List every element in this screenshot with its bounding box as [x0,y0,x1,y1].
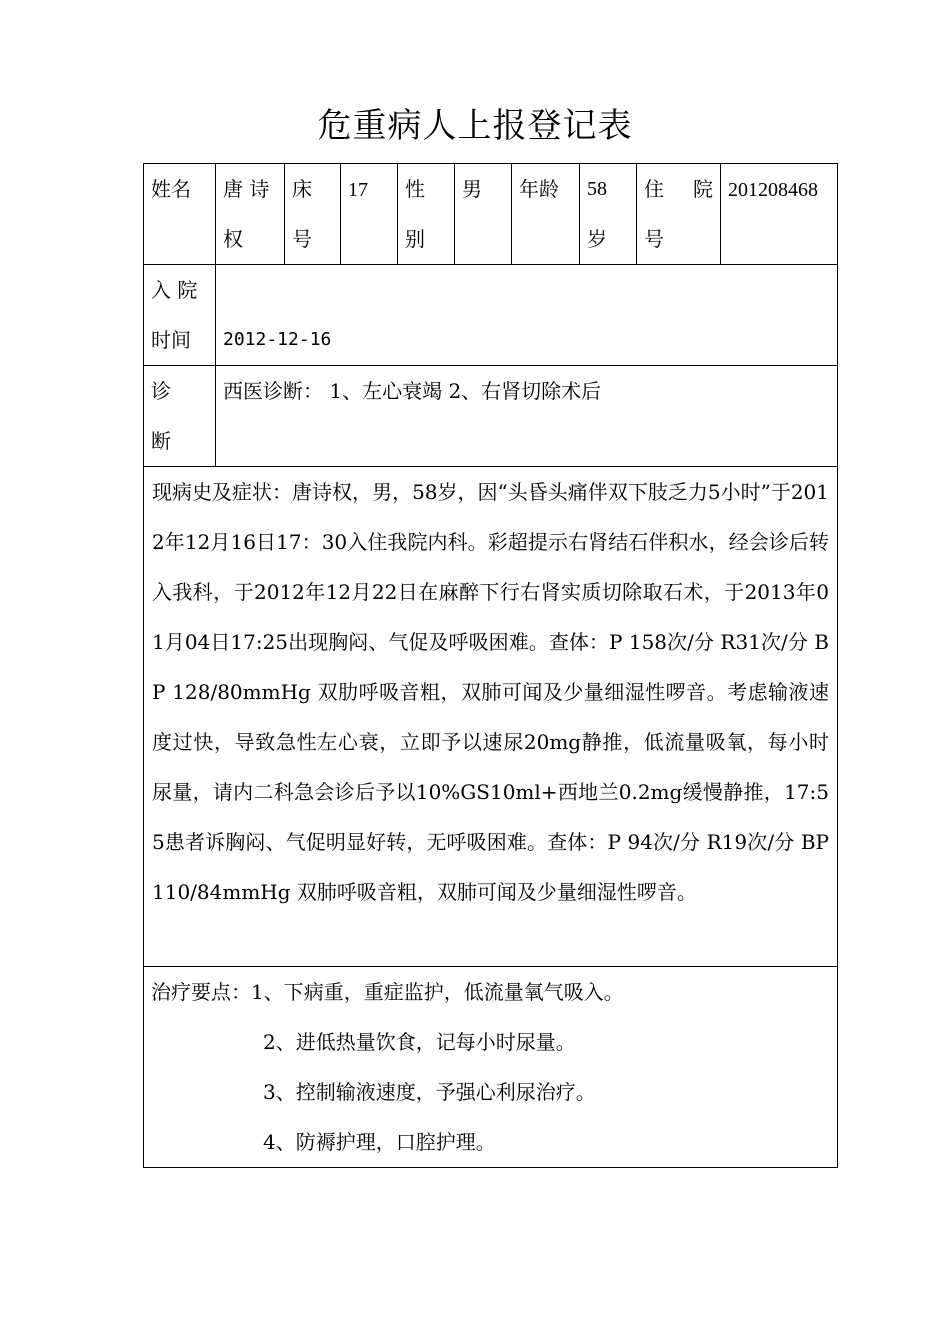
bed-label-line1: 床 [292,177,312,201]
admission-time-label-cell [144,265,216,366]
history-text: 现病史及症状：唐诗权，男，58岁，因“头昏头痛伴双下肢乏力5小时”于2012年12月16日17：30入住我院内科。彩超提示右肾结石伴积水，经会诊后转入我科，于2012年12月22日在麻醉下行右肾实质切除取石术，于2013年01月04日17:25出现胸闷、气促及呼吸困难。查体：P 158次/分 R31次/分 BP 128/80mmHg 双肋呼吸音粗，双肺可闻及少量细湿性啰音。考虑输液速度过快，导致急性左心衰，立即予以速尿20mg静推，低流量吸氧，每小时尿量，请内二科急会诊后予以10%GS10ml+西地兰0.2mg缓慢静推，17:55患者诉胸闷、气促明显好转，无呼吸困难。查体：P 94次/分 R19次/分 BP 110/84mmHg 双肺呼吸音粗，双肺可闻及少量细湿性啰音。 [152,480,829,904]
admission-no-label-line1 [644,164,713,214]
diagnosis-value-cell [216,366,838,467]
admission-time-label-line1: 入 院 [151,278,198,302]
treatment-item-1: 治疗要点：1、下病重，重症监护，低流量氧气吸入。 [151,980,624,1004]
admission-time-label-line2: 时间 [151,328,191,352]
admission-no-label-cell [637,164,721,265]
diagnosis-label-line1: 诊 [151,379,171,403]
sex-label-line1: 性 [405,177,425,201]
age-value-cell [580,164,637,265]
diagnosis-label-cell [144,366,216,467]
admission-no-label-b: 院 [693,177,713,201]
sex-value: 男 [462,177,482,201]
diagnosis-row [144,366,838,467]
history-row [144,467,838,967]
age-value-line2: 岁 [587,227,607,251]
treatment-cell [144,967,838,1168]
name-label-cell [144,164,216,265]
bed-label-cell [285,164,341,265]
admission-no-label-line2: 号 [644,227,664,251]
name-value-line2: 权 [223,227,243,251]
treatment-item-4: 4、防褥护理，口腔护理。 [263,1130,496,1154]
name-label: 姓名 [151,177,191,201]
admission-time-row [144,265,838,366]
sex-label-cell [398,164,455,265]
name-value-line1: 唐 诗 [223,177,270,201]
age-value-line1: 58 [587,178,607,200]
diagnosis-text: 西医诊断： 1、左心衰竭 2、右肾切除术后 [223,379,602,403]
patient-info-row [144,164,838,265]
admission-no-value-cell [721,164,838,265]
history-cell [144,467,838,967]
form-title: 危重病人上报登记表 [317,106,633,146]
admission-date: 2012-12-16 [223,329,332,350]
admission-no-label-a: 住 [644,177,664,201]
admission-no-value: 201208468 [728,179,818,201]
treatment-item-3: 3、控制输液速度，予强心利尿治疗。 [263,1080,596,1104]
name-value-cell [216,164,285,265]
treatment-item-2: 2、进低热量饮食，记每小时尿量。 [263,1030,576,1054]
bed-value: 17 [348,179,368,201]
bed-label-line2: 号 [292,227,312,251]
sex-value-cell [455,164,512,265]
diagnosis-label-line2: 断 [151,429,171,453]
sex-label-line2: 别 [405,227,425,251]
age-label: 年龄 [519,177,559,201]
registration-table [143,163,838,1168]
admission-time-spacer [223,265,830,315]
bed-value-cell [341,164,398,265]
treatment-row [144,967,838,1168]
admission-time-value-cell [216,265,838,366]
age-label-cell [512,164,580,265]
